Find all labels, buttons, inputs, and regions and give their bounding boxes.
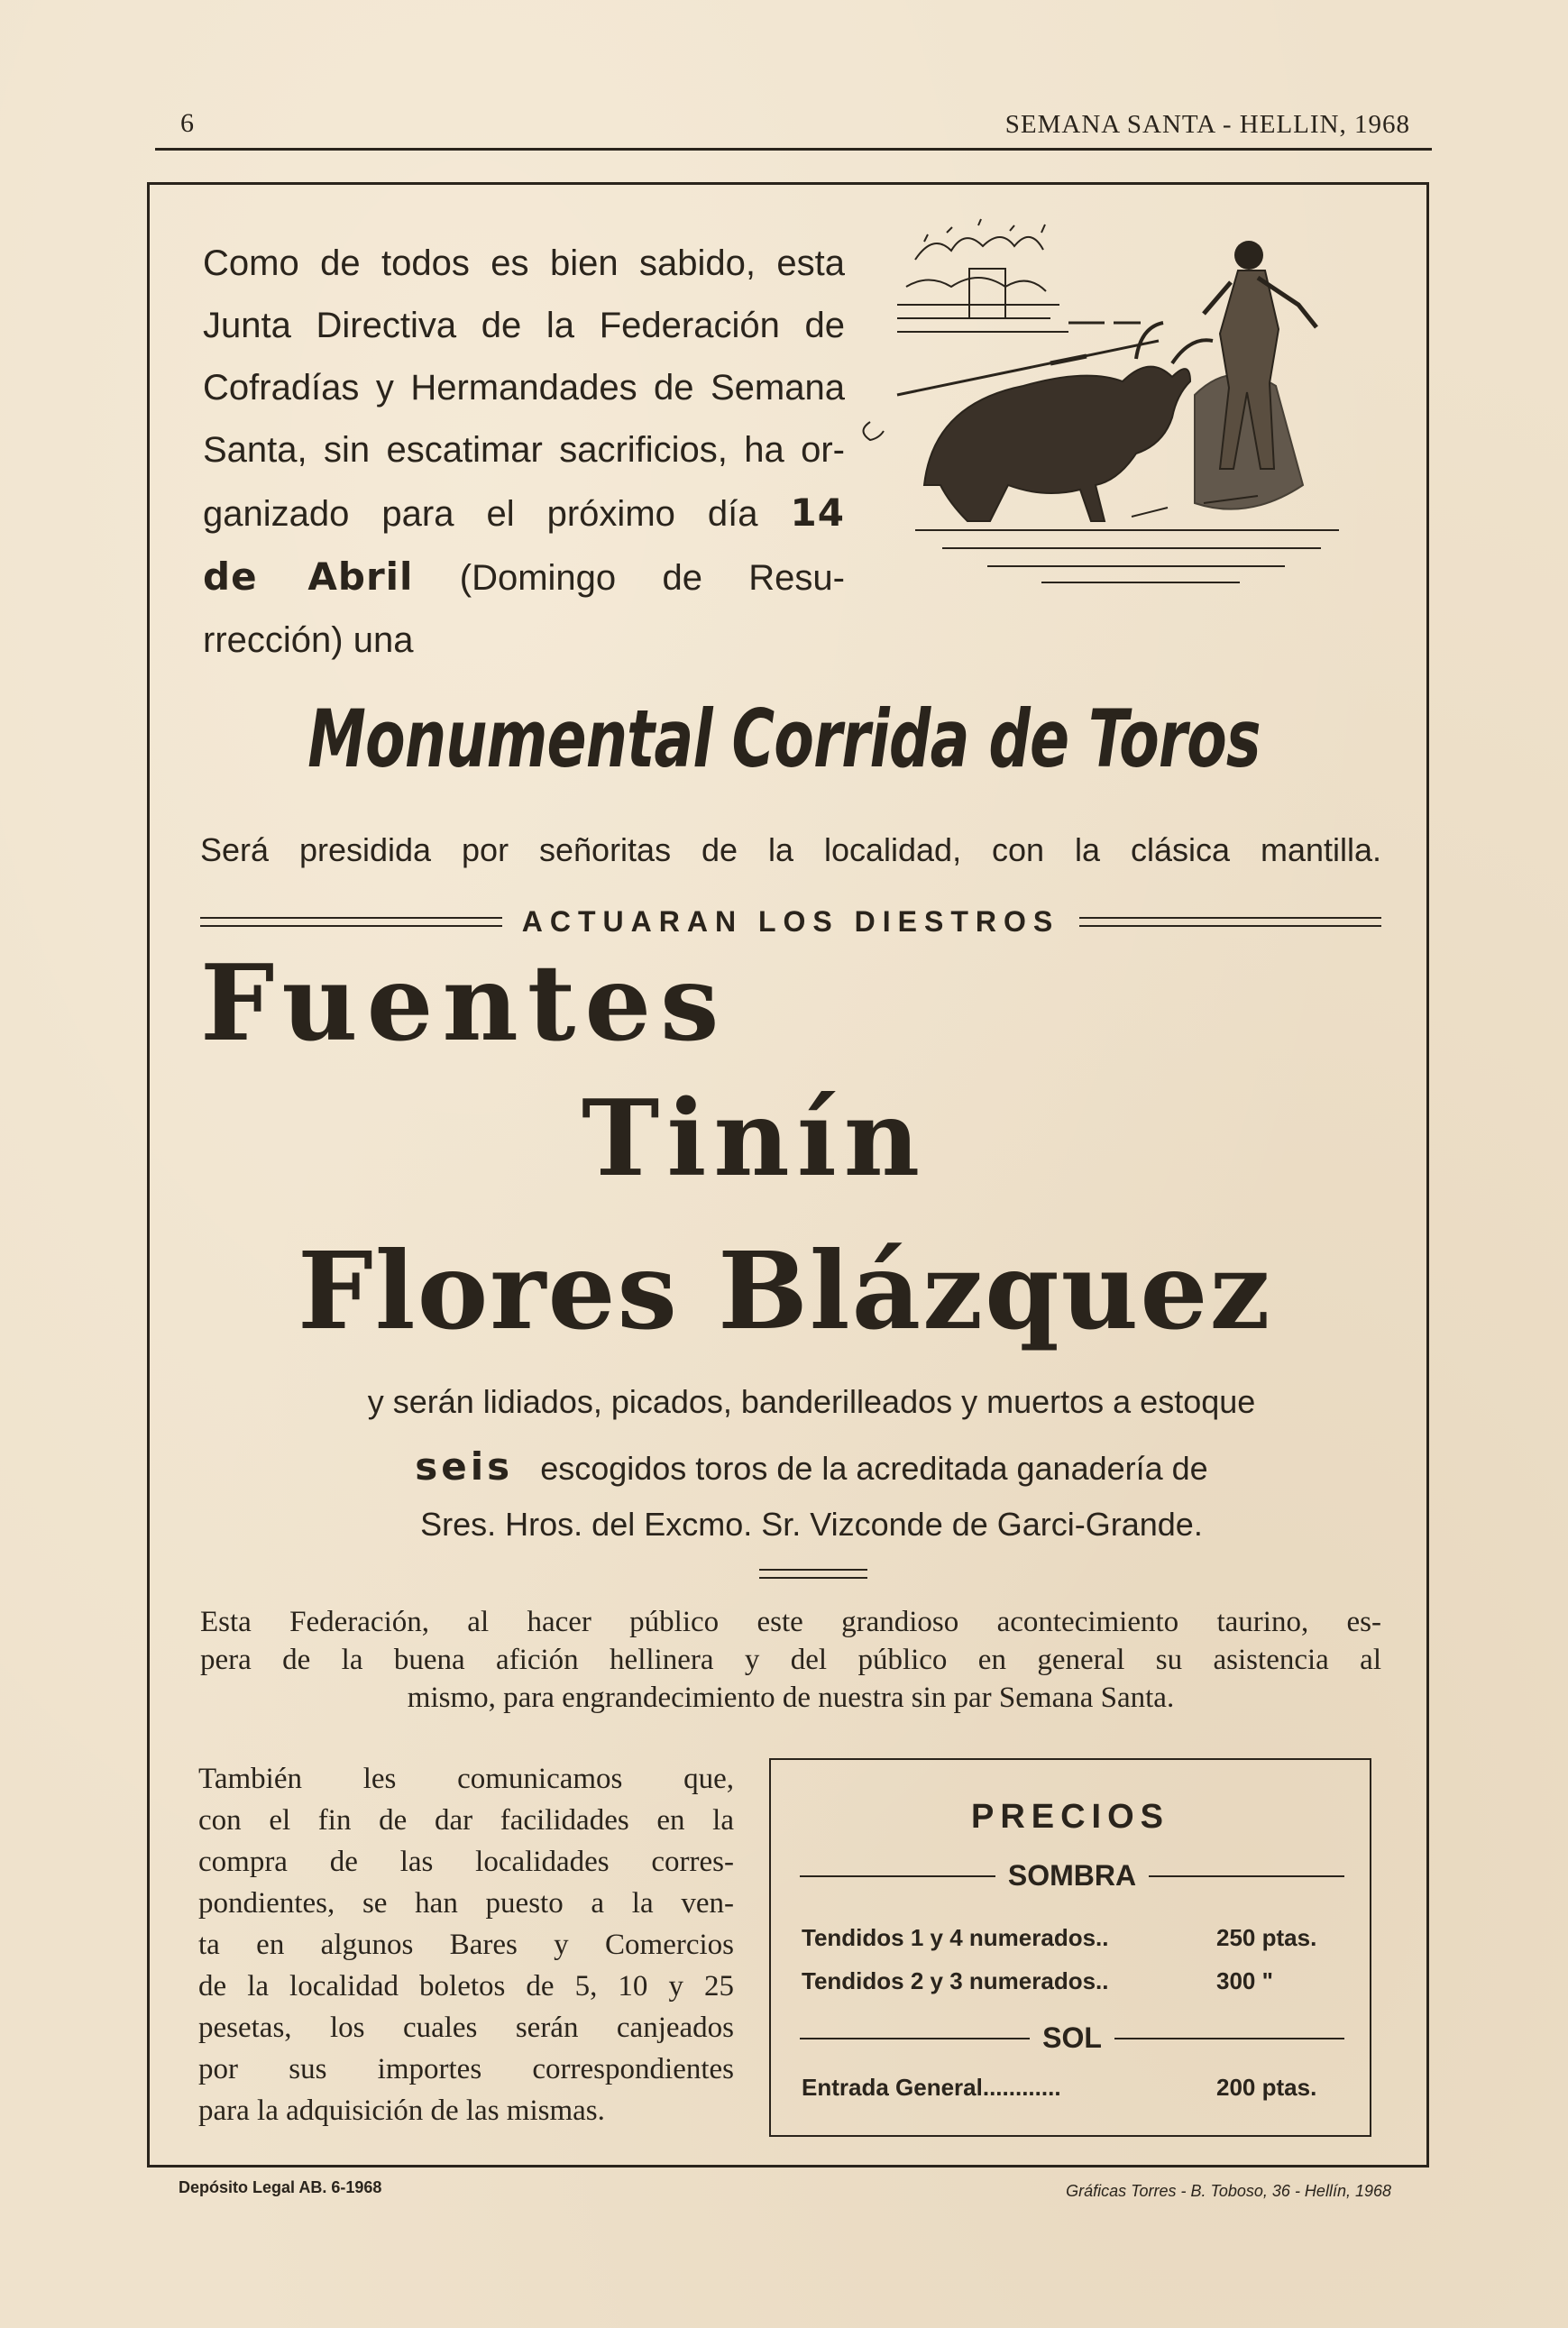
prices-box <box>769 1758 1371 2137</box>
event-title: Monumental Corrida de Toros <box>307 692 1261 785</box>
legal-deposit: Depósito Legal AB. 6-1968 <box>179 2178 382 2196</box>
announcement-line: pera de la buena afición hellinera y del público en general su asistencia al <box>200 1644 1381 1676</box>
bulls-line: seis escogidos toros de la acreditada ganadería de <box>415 1444 1208 1489</box>
tickets-line: pesetas, los cuales serán canjeados <box>198 2012 734 2044</box>
divider <box>800 2038 1030 2039</box>
intro-line: Cofradías y Hermandades de Semana <box>203 368 845 408</box>
price-value: 200 ptas. <box>1216 2074 1317 2101</box>
ranch-line: Sres. Hros. del Excmo. Sr. Vizconde de Garci-Grande. <box>420 1506 1203 1543</box>
bull-count: seis <box>415 1444 514 1489</box>
matadors-heading-row <box>200 903 1381 939</box>
divider <box>759 1569 867 1579</box>
matador-name: Flores Blázquez <box>298 1228 1272 1353</box>
prices-title: PRECIOS <box>970 1798 1170 1836</box>
tickets-line: compra de las localidades corres- <box>198 1846 734 1878</box>
matador-name: Tinín <box>582 1077 928 1200</box>
intro-paragraph <box>203 233 845 672</box>
sol-heading: SOL <box>1042 2021 1102 2054</box>
divider <box>1114 2038 1344 2039</box>
tickets-line: ta en algunos Bares y Comercios <box>198 1929 734 1961</box>
bulls-line: y serán lidiados, picados, banderilleados y muertos a estoque <box>367 1383 1256 1420</box>
tickets-line: por sus importes correspondientes <box>198 2053 734 2085</box>
price-label: Tendidos 2 y 3 numerados.. <box>802 1967 1109 1994</box>
divider <box>800 1875 995 1877</box>
price-row <box>802 1924 1343 1952</box>
price-value: 250 ptas. <box>1216 1924 1317 1951</box>
announcement-line: Esta Federación, al hacer público este grandioso acontecimiento taurino, es- <box>200 1606 1381 1638</box>
event-day: 14 <box>790 490 845 535</box>
presided-note: Será presidida por señoritas de la localidad, con la clásica mantilla. <box>200 831 1381 868</box>
tickets-paragraph <box>198 1758 734 2131</box>
divider <box>200 917 502 927</box>
tickets-line: de la localidad boletos de 5, 10 y 25 <box>198 1970 734 2003</box>
price-label: Tendidos 1 y 4 numerados.. <box>802 1924 1109 1951</box>
intro-line: Junta Directiva de la Federación de <box>203 306 845 345</box>
tickets-line: pondientes, se han puesto a la ven- <box>198 1887 734 1920</box>
price-row <box>802 2074 1343 2102</box>
matadors-heading: ACTUARAN LOS DIESTROS <box>521 904 1060 938</box>
sol-heading-row <box>800 2021 1344 2055</box>
intro-line: rrección) una <box>203 620 414 660</box>
sombra-heading: SOMBRA <box>1007 1859 1137 1892</box>
bullfighter-illustration <box>861 206 1384 629</box>
intro-line: ganizado para el próximo día 14 <box>203 490 845 535</box>
price-value: 300 " <box>1216 1967 1273 1994</box>
intro-line: Como de todos es bien sabido, esta <box>203 243 845 283</box>
price-row <box>802 1967 1343 1995</box>
page-header <box>155 106 1432 151</box>
sombra-heading-row <box>800 1859 1344 1893</box>
page-number: 6 <box>180 108 194 138</box>
running-head: SEMANA SANTA - HELLIN, 1968 <box>1004 110 1410 139</box>
divider <box>1149 1875 1344 1877</box>
matador-name: Fuentes <box>200 942 729 1065</box>
intro-line: Santa, sin escatimar sacrificios, ha or- <box>203 430 845 470</box>
announcement-line: mismo, para engrandecimiento de nuestra sin par Semana Santa. <box>407 1682 1175 1714</box>
tickets-line: con el fin de dar facilidades en la <box>198 1804 734 1837</box>
tickets-line: También les comunicamos que, <box>198 1763 734 1795</box>
printer-credit: Gráficas Torres - B. Toboso, 36 - Hellín, 1968 <box>1066 2182 1391 2200</box>
event-month: de Abril <box>203 555 414 599</box>
intro-line: de Abril (Domingo de Resu- <box>203 555 845 599</box>
tickets-line: para la adquisición de las mismas. <box>198 2094 605 2127</box>
price-label: Entrada General............ <box>802 2074 1061 2101</box>
announcement-paragraph <box>200 1603 1381 1717</box>
divider <box>1079 917 1381 927</box>
